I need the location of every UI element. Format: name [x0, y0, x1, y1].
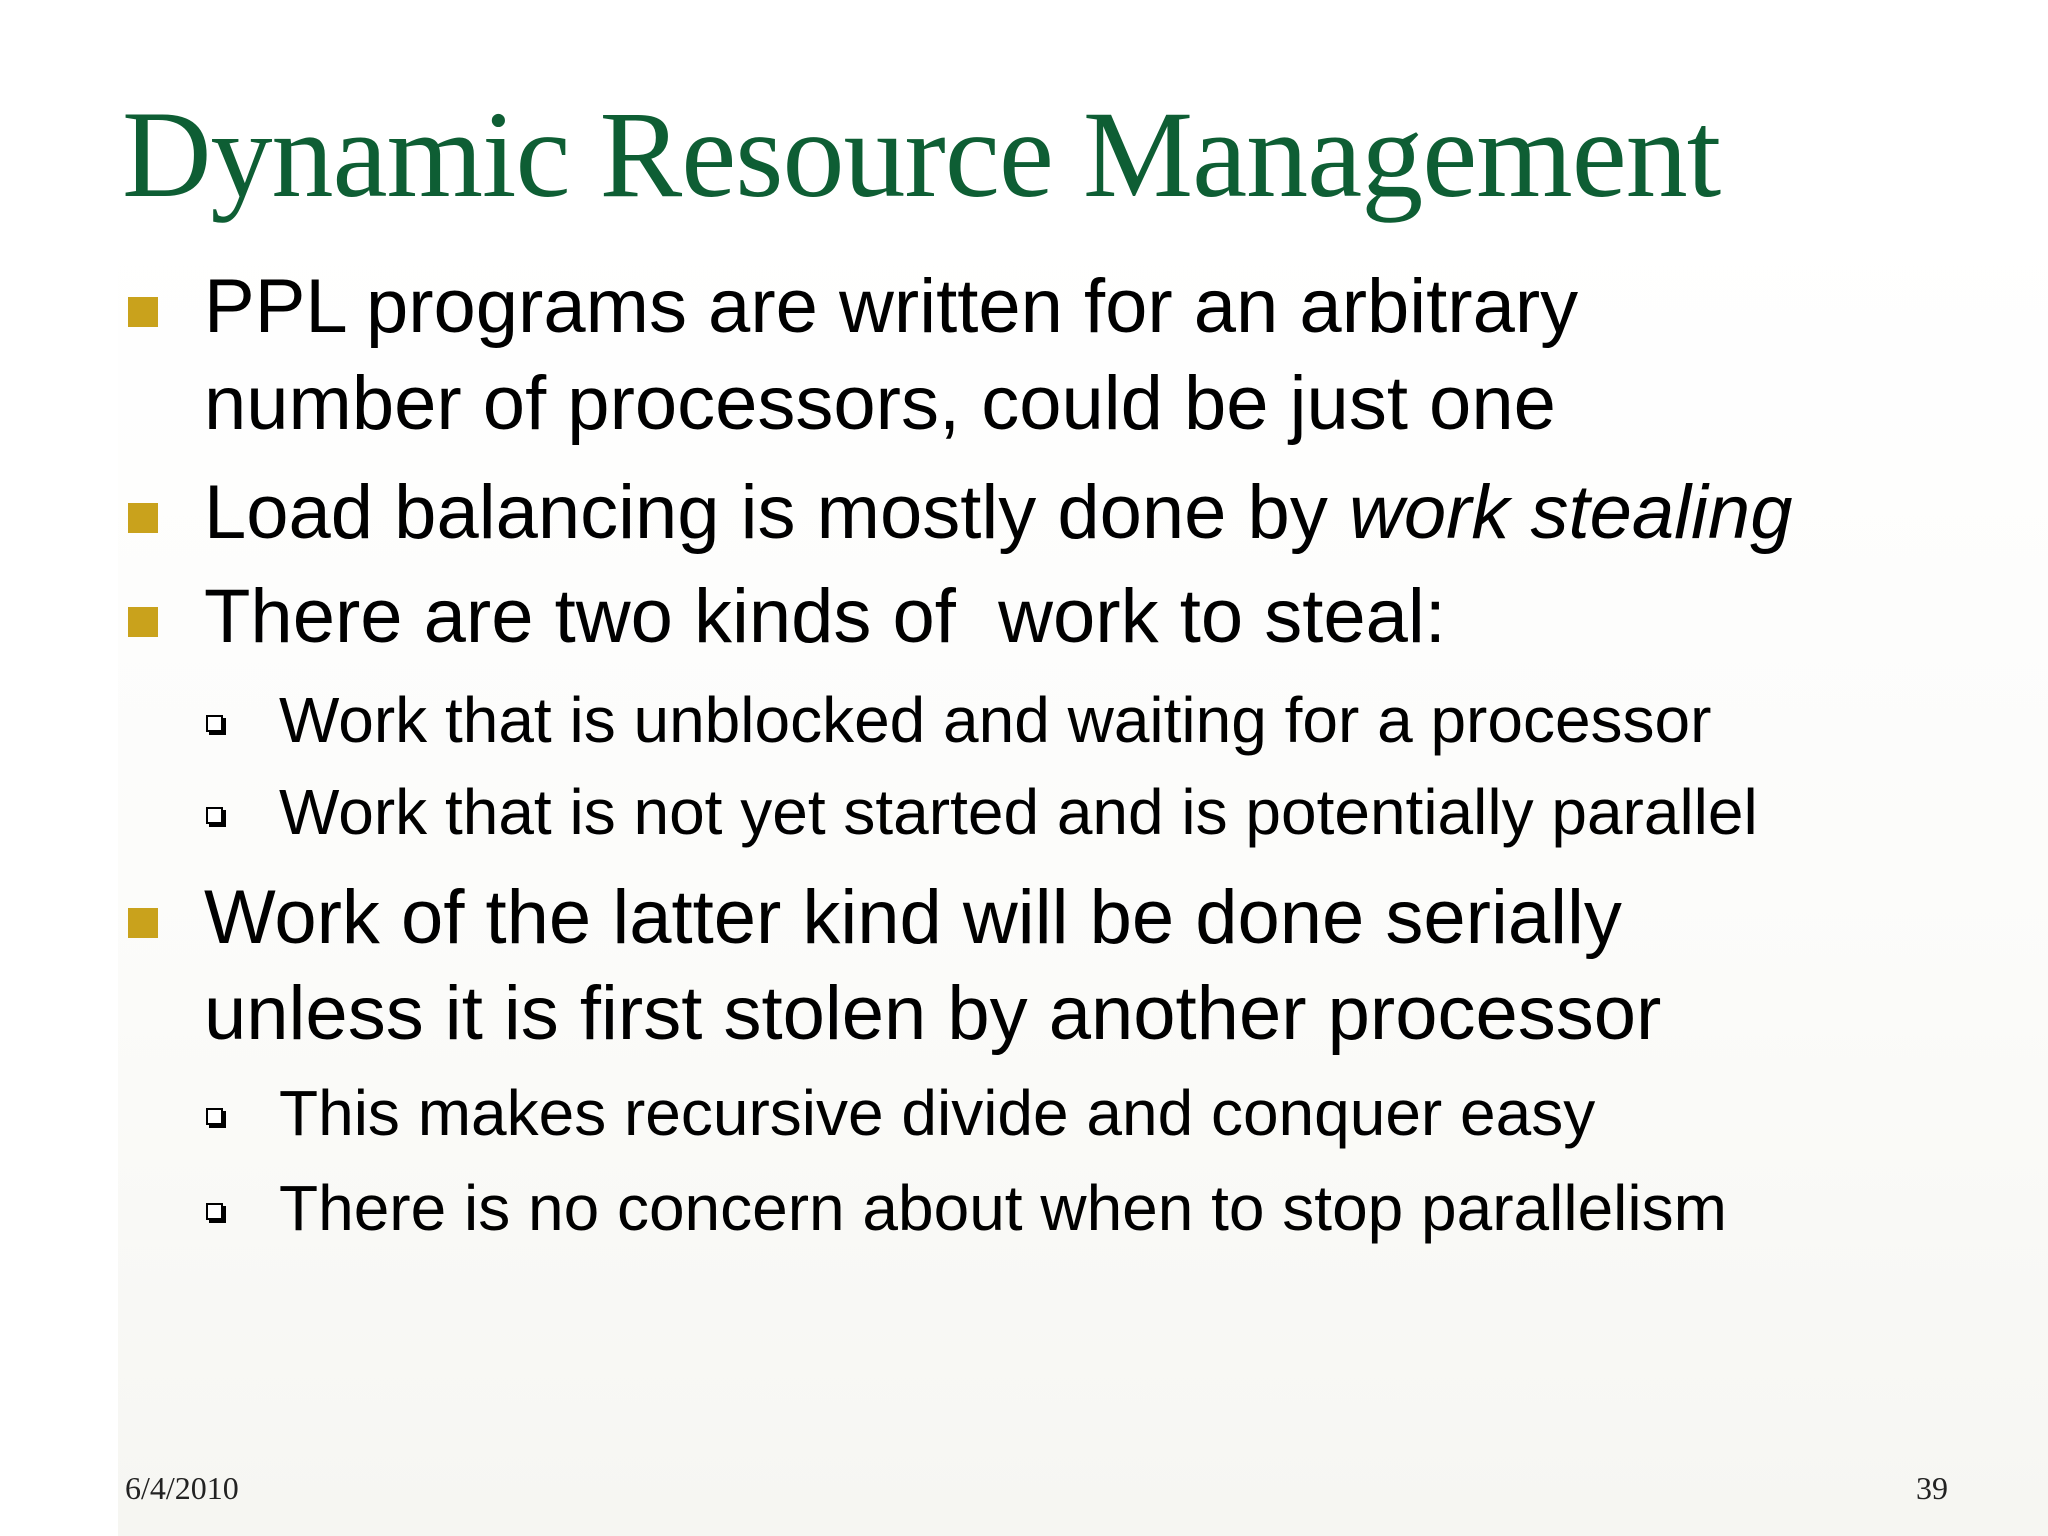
- bullet-3-line-1: There are two kinds of work to steal:: [204, 574, 1446, 659]
- hollow-square-bullet-icon: [206, 1108, 223, 1125]
- square-bullet-icon: [128, 503, 158, 533]
- sub-bullet-3-1-text: Work that is unblocked and waiting for a processor: [279, 684, 1712, 756]
- bullet-1-line-1: PPL programs are written for an arbitrary: [204, 264, 1579, 349]
- sub-bullet-3-2-text: Work that is not yet started and is potentially parallel: [279, 776, 1758, 848]
- bullet-4-line-2: unless it is first stolen by another processor: [204, 971, 1662, 1056]
- footer-page-number: 39: [1916, 1470, 1948, 1506]
- bullet-2-prefix: Load balancing is mostly done by: [204, 470, 1349, 555]
- slide-title: Dynamic Resource Management: [122, 86, 1721, 223]
- sub-bullet-4-2-text: There is no concern about when to stop parallelism: [279, 1172, 1727, 1244]
- hollow-square-bullet-icon: [206, 715, 223, 732]
- square-bullet-icon: [128, 297, 158, 327]
- bullet-2-text: [204, 464, 1792, 562]
- bullet-4-line-1: Work of the latter kind will be done serially: [204, 875, 1622, 960]
- sub-bullet-4-1-text: This makes recursive divide and conquer easy: [279, 1077, 1596, 1149]
- hollow-square-bullet-icon: [206, 1203, 223, 1220]
- footer-date: 6/4/2010: [125, 1470, 239, 1506]
- square-bullet-icon: [128, 908, 158, 938]
- bullet-1-line-2: number of processors, could be just one: [204, 361, 1556, 446]
- hollow-square-bullet-icon: [206, 807, 223, 824]
- bullet-2-emphasis: work stealing: [1348, 470, 1793, 555]
- square-bullet-icon: [128, 607, 158, 637]
